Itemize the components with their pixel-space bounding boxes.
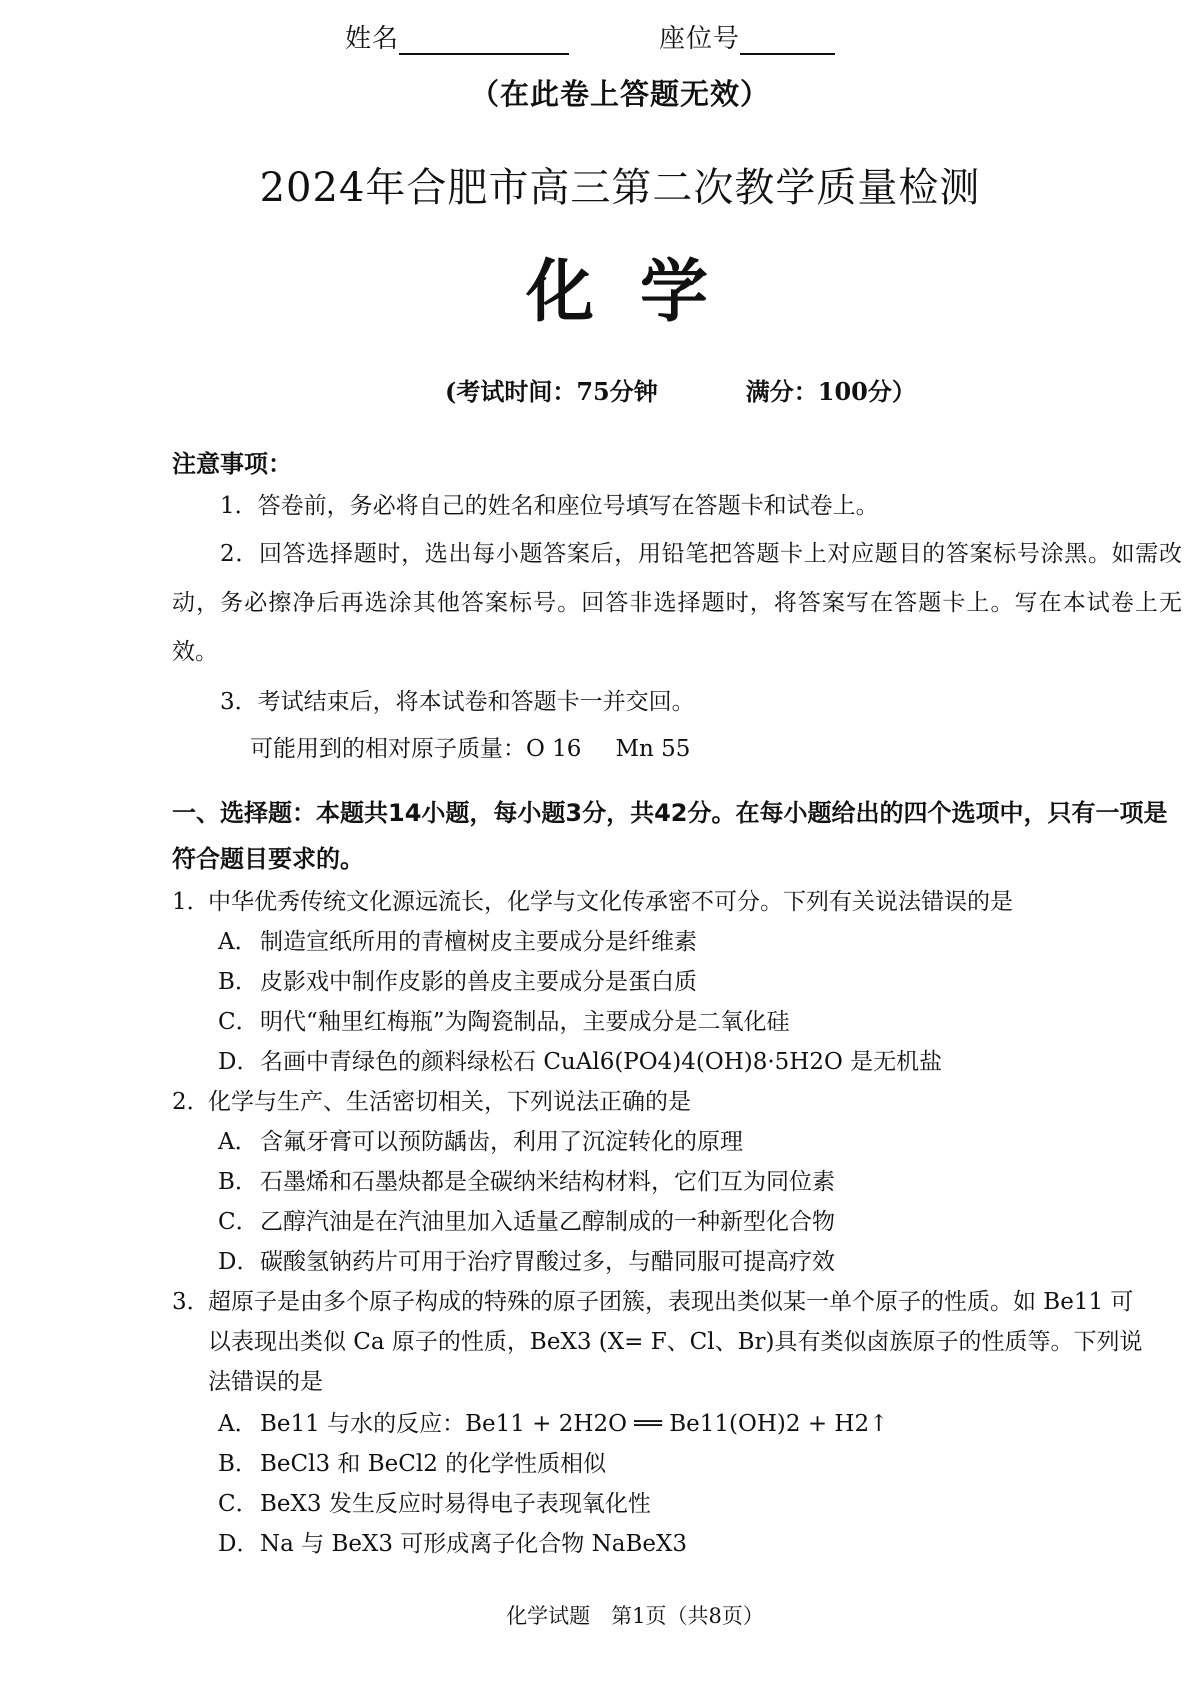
option-letter: D． (218, 1049, 260, 1075)
option-text: 碳酸氢钠药片可用于治疗胃酸过多，与醋同服可提高疗效 (260, 1249, 835, 1275)
question-3-option-a (218, 1404, 1178, 1444)
option-letter: B． (218, 1451, 258, 1477)
atomic-mass-mn: Mn 55 (615, 736, 691, 762)
question-2-option-c (218, 1202, 1178, 1242)
page-footer: 化学试题 第1页（共8页） (506, 1604, 764, 1628)
option-letter: C． (218, 1209, 259, 1235)
name-blank (399, 31, 569, 55)
question-text: 中华优秀传统文化源远流长，化学与文化传承密不可分。下列有关说法错误的是 (208, 889, 1013, 915)
invalid-answer-note: （在此卷上答题无效） (469, 77, 770, 111)
exam-title: 2024年合肥市高三第二次教学质量检测 (259, 165, 981, 211)
exam-time: (考试时间：75分钟 (445, 377, 658, 406)
question-text: 化学与生产、生活密切相关，下列说法正确的是 (208, 1089, 691, 1115)
note-item-2: 2．回答选择题时，选出每小题答案后，用铅笔把答题卡上对应题目的答案标号涂黑。如需改动，务必擦净后再选涂其他答案标号。回答非选择题时，将答案写在答题卡上。写在本试卷上无效。 (172, 541, 1182, 665)
note-item-3: 3．考试结束后，将本试卷和答题卡一并交回。 (220, 689, 695, 715)
question-2-option-d (218, 1242, 1178, 1282)
question-number: 2． (172, 1089, 210, 1115)
option-text-pre: 名画中青绿色的颜料绿松石 (260, 1049, 544, 1075)
question-1-option-d (218, 1042, 1178, 1082)
notes-title: 注意事项： (172, 449, 292, 478)
question-1-stem (172, 882, 1182, 922)
option-text: BeCl3 和 BeCl2 的化学性质相似 (260, 1451, 607, 1477)
name-label: 姓名 (345, 24, 400, 54)
question-2-option-a (218, 1122, 1178, 1162)
option-letter: A． (218, 1129, 258, 1155)
section-heading: 一、选择题：本题共14小题，每小题3分，共42分。在每小题给出的四个选项中，只有一项是符合题目要求的。 (172, 799, 1168, 873)
question-text-line-2: 以表现出类似 Ca 原子的性质，BeX3 (X= F、Cl、Br)具有类似卤族原子的性质等。下列说 (208, 1329, 1143, 1355)
question-number: 3． (172, 1289, 210, 1315)
option-letter: B． (218, 1169, 258, 1195)
option-letter: C． (218, 1491, 259, 1517)
option-text-post: 是无机盐 (842, 1049, 943, 1075)
exam-info (445, 372, 916, 407)
question-2-option-b (218, 1162, 1178, 1202)
question-3-option-b (218, 1444, 1178, 1484)
question-3-stem (172, 1282, 1182, 1402)
option-letter: B． (218, 969, 258, 995)
question-1-option-b (218, 962, 1178, 1002)
question-3-option-c (218, 1484, 1178, 1524)
atomic-mass-label: 可能用到的相对原子质量： (250, 736, 526, 762)
option-letter: A． (218, 929, 258, 955)
question-1-option-c (218, 1002, 1178, 1042)
option-letter: C． (218, 1009, 259, 1035)
option-text: Na 与 BeX3 可形成离子化合物 NaBeX3 (260, 1531, 687, 1557)
atomic-mass-o: O 16 (526, 736, 582, 762)
question-2-stem (172, 1082, 1182, 1122)
seat-blank (740, 31, 835, 55)
question-text-line-1: 超原子是由多个原子构成的特殊的原子团簇，表现出类似某一单个原子的性质。如 Be11 可 (208, 1289, 1134, 1315)
option-text: 明代“釉里红梅瓶”为陶瓷制品，主要成分是二氧化硅 (260, 1009, 790, 1035)
option-text: 制造宣纸所用的青檀树皮主要成分是纤维素 (260, 929, 697, 955)
option-text: BeX3 发生反应时易得电子表现氧化性 (260, 1491, 651, 1517)
name-seat-fill-line (345, 18, 835, 55)
option-text: 乙醇汽油是在汽油里加入适量乙醇制成的一种新型化合物 (260, 1209, 835, 1235)
question-number: 1． (172, 889, 210, 915)
option-letter: A． (218, 1411, 258, 1437)
option-letter: D． (218, 1531, 260, 1557)
option-formula: CuAl6(PO4)4(OH)8·5H2O (543, 1049, 843, 1075)
atomic-mass-line (250, 730, 690, 763)
option-text: 石墨烯和石墨炔都是全碳纳米结构材料，它们互为同位素 (260, 1169, 835, 1195)
note-item-1: 1．答卷前，务必将自己的姓名和座位号填写在答题卡和试卷上。 (220, 493, 879, 519)
option-text-pre: Be11 与水的反应： (260, 1411, 466, 1437)
full-score: 满分：100分） (745, 377, 916, 406)
question-text-line-3: 法错误的是 (208, 1369, 323, 1395)
seat-label: 座位号 (659, 24, 741, 54)
option-letter: D． (218, 1249, 260, 1275)
option-text: 含氟牙膏可以预防龋齿，利用了沉淀转化的原理 (260, 1129, 743, 1155)
option-formula: Be11 + 2H2O ══ Be11(OH)2 + H2↑ (465, 1411, 889, 1437)
question-3-option-d (218, 1524, 1178, 1564)
subject-title: 化学 (525, 253, 754, 332)
option-text: 皮影戏中制作皮影的兽皮主要成分是蛋白质 (260, 969, 697, 995)
question-1-option-a (218, 922, 1178, 962)
